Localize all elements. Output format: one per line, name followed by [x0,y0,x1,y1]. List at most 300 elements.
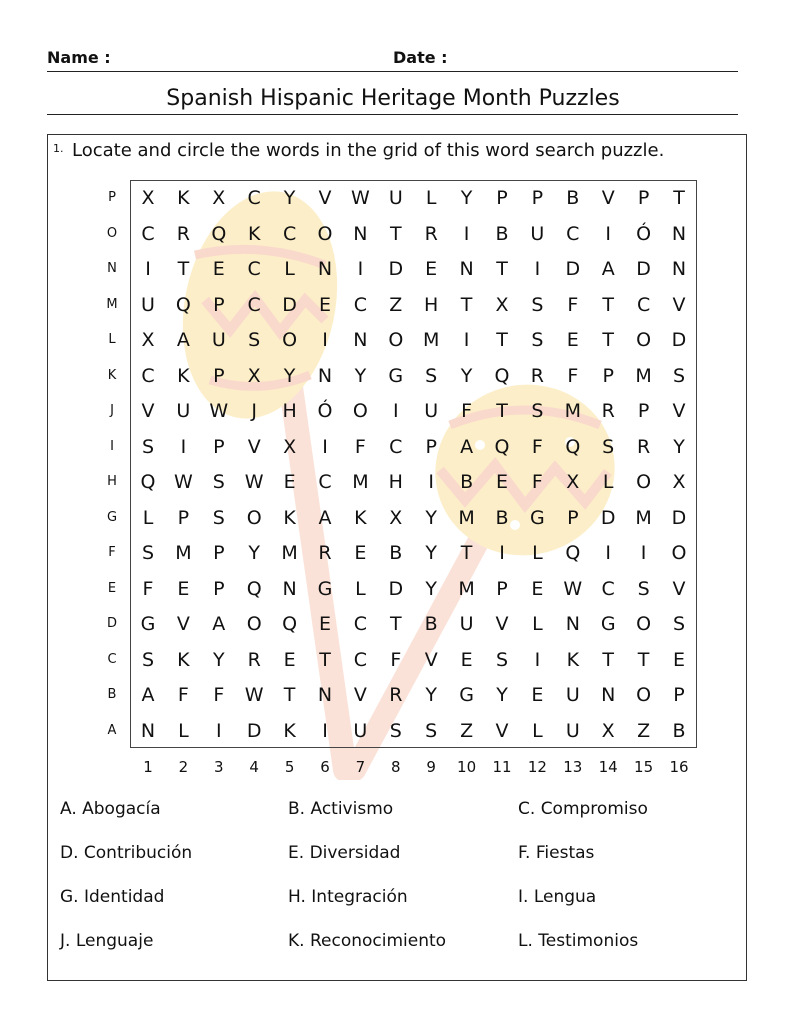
grid-cell[interactable]: D [636,258,651,280]
grid-cell[interactable]: Q [494,435,510,458]
grid-cell[interactable]: I [322,329,328,351]
grid-cell[interactable]: I [640,542,647,564]
grid-cell[interactable]: V [353,684,367,706]
grid-cell[interactable]: G [459,684,474,706]
grid-cell[interactable]: P [567,506,579,529]
grid-cell[interactable]: R [247,648,261,671]
grid-cell[interactable]: N [282,577,297,600]
grid-cell[interactable]: I [215,719,222,742]
word-text: Contribución [83,843,193,863]
word-letter: J. [60,931,71,951]
grid-cell[interactable]: T [319,648,331,671]
grid-cell[interactable]: F [531,471,543,493]
grid-cell[interactable]: S [389,719,402,742]
grid-cell[interactable]: W [563,577,583,600]
grid-cell[interactable]: T [389,613,402,635]
name-date-underline [47,71,738,72]
grid-cell[interactable]: U [388,187,403,209]
grid-cell[interactable]: O [388,329,404,351]
grid-cell[interactable]: C [566,222,580,245]
grid-cell[interactable]: R [318,542,332,564]
grid-cell[interactable]: A [601,258,615,280]
grid-cell[interactable]: Ó [636,222,652,245]
grid-cell[interactable]: W [244,684,264,706]
grid-cell[interactable]: D [565,258,581,280]
word-letter: L. [518,931,533,951]
grid-cell[interactable]: Y [425,506,437,529]
grid-cell[interactable]: B [460,471,474,493]
grid-cell[interactable]: V [672,293,686,316]
grid-cell[interactable]: U [176,400,191,422]
grid-cell[interactable]: P [673,684,685,706]
name-label: Name : [47,48,111,67]
grid-cell[interactable]: C [636,293,651,316]
grid-cell[interactable]: T [602,329,614,351]
grid-cell[interactable]: U [211,329,226,351]
grid-cell[interactable]: F [390,648,402,671]
grid-cell[interactable]: W [173,471,193,493]
grid-cell[interactable]: B [495,222,509,245]
word-list-item [288,843,400,863]
word-list-item [60,931,153,951]
grid-cell[interactable]: T [283,684,296,706]
grid-cell[interactable]: Q [140,471,156,493]
grid-cell[interactable]: F [567,293,579,316]
grid-cell[interactable]: O [246,613,262,635]
column-label: 15 [634,758,654,776]
grid-cell[interactable]: Y [460,187,473,209]
grid-cell[interactable]: O [246,506,262,529]
grid-cell[interactable]: A [141,684,155,706]
grid-cell[interactable]: I [605,222,611,245]
grid-cell[interactable]: A [318,506,332,529]
grid-cell[interactable]: V [495,719,509,742]
grid-cell[interactable]: U [565,684,580,706]
grid-cell[interactable]: O [636,613,652,635]
grid-cell[interactable]: I [534,648,541,671]
grid-cell[interactable]: E [460,648,473,671]
grid-cell[interactable]: W [244,471,264,493]
grid-cell[interactable]: Q [211,222,227,245]
grid-cell[interactable]: X [566,471,580,493]
grid-cell[interactable]: P [425,435,437,458]
grid-cell[interactable]: N [353,222,368,245]
grid-cell[interactable]: C [389,435,403,458]
grid-cell[interactable]: Y [425,542,437,564]
grid-cell[interactable]: S [141,542,155,564]
column-label: 14 [598,758,618,776]
grid-cell[interactable]: L [355,577,366,600]
word-list-item [60,799,161,819]
grid-cell[interactable]: F [177,684,189,706]
grid-cell[interactable]: R [389,684,403,706]
grid-cell[interactable]: N [353,329,368,351]
grid-cell[interactable]: L [178,719,189,742]
grid-cell[interactable]: K [177,364,190,387]
grid-cell[interactable]: L [532,719,543,742]
grid-cell[interactable]: I [463,222,470,245]
grid-cell[interactable]: Y [673,435,685,458]
grid-cell[interactable]: T [496,329,508,351]
grid-cell[interactable]: O [317,222,333,245]
grid-cell[interactable]: B [389,542,403,564]
grid-cell[interactable]: O [282,329,298,351]
grid-cell[interactable]: S [672,613,686,635]
grid-cell[interactable]: B [566,187,580,209]
row-label: I [110,438,114,454]
grid-cell[interactable]: N [459,258,474,280]
grid-cell[interactable]: T [460,293,473,316]
grid-cell[interactable]: T [602,293,614,316]
word-list-item [60,887,164,907]
grid-cell[interactable]: T [673,187,685,209]
grid-cell[interactable]: Q [565,435,581,458]
grid-cell[interactable]: E [318,613,331,635]
grid-cell[interactable]: R [636,435,651,458]
grid-cell[interactable]: E [283,471,296,493]
grid-cell[interactable]: K [177,648,190,671]
grid-cell[interactable]: C [282,222,297,245]
grid-cell[interactable]: Q [175,293,191,316]
grid-cell[interactable]: T [637,648,650,671]
grid-cell[interactable]: S [531,329,544,351]
word-list-item [288,887,408,907]
grid-cell[interactable]: H [282,400,297,422]
grid-cell[interactable]: S [425,364,438,387]
grid-cell[interactable]: C [141,222,155,245]
grid-cell[interactable]: S [141,435,155,458]
grid-cell[interactable]: V [318,187,332,209]
grid-cell[interactable]: O [636,329,652,351]
grid-cell[interactable]: F [354,435,366,458]
grid-cell[interactable]: V [672,577,686,600]
grid-cell[interactable]: Z [637,719,651,742]
grid-cell[interactable]: H [424,293,439,316]
grid-cell[interactable]: F [567,364,579,387]
grid-cell[interactable]: V [247,435,261,458]
grid-cell[interactable]: U [353,719,368,742]
grid-cell[interactable]: F [461,400,473,422]
grid-cell[interactable]: B [424,613,438,635]
grid-cell[interactable]: L [425,187,437,209]
grid-cell[interactable]: R [530,364,544,387]
grid-cell[interactable]: M [281,542,298,564]
grid-cell[interactable]: O [671,542,687,564]
grid-cell[interactable]: O [352,400,368,422]
grid-cell[interactable]: Y [283,364,296,387]
grid-cell[interactable]: P [213,364,225,387]
grid-cell[interactable]: C [247,258,261,280]
grid-cell[interactable]: Z [460,719,474,742]
grid-cell[interactable]: E [531,577,544,600]
grid-cell[interactable]: C [141,364,155,387]
grid-cell[interactable]: L [532,542,543,564]
grid-cell[interactable]: I [322,435,328,458]
grid-cell[interactable]: V [176,613,190,635]
grid-cell[interactable]: E [566,329,579,351]
grid-cell[interactable]: U [141,293,155,316]
grid-cell[interactable]: N [317,364,333,387]
grid-cell[interactable]: E [177,577,190,600]
grid-cell[interactable]: G [530,506,545,529]
row-label: K [107,367,117,383]
grid-cell[interactable]: L [602,471,614,493]
grid-cell[interactable]: Y [283,187,296,209]
grid-cell[interactable]: S [212,506,225,529]
grid-cell[interactable]: D [388,577,404,600]
grid-cell[interactable]: C [318,471,332,493]
grid-cell[interactable]: I [357,258,364,280]
row-label: B [107,687,117,702]
column-label: 10 [457,758,477,776]
word-text: Activismo [310,799,394,819]
grid-cell[interactable]: L [532,613,543,635]
grid-cell[interactable]: T [177,258,190,280]
grid-cell[interactable]: B [672,719,686,742]
grid-cell[interactable]: J [251,400,257,422]
grid-cell[interactable]: X [141,187,155,209]
grid-cell[interactable]: K [177,187,190,209]
grid-cell[interactable]: N [317,258,333,280]
grid-cell[interactable]: N [140,719,156,742]
grid-cell[interactable]: K [283,506,296,529]
grid-cell[interactable]: I [392,400,399,422]
grid-cell[interactable]: H [388,471,403,493]
grid-cell[interactable]: U [565,719,580,742]
grid-cell[interactable]: Q [565,542,581,564]
word-letter: D. [60,843,79,863]
row-label: O [106,225,118,241]
grid-cell[interactable]: U [459,613,474,635]
word-list-item [518,931,638,951]
grid-cell[interactable]: K [283,719,296,742]
grid-cell[interactable]: N [565,613,580,635]
grid-cell[interactable]: Y [425,577,437,600]
grid-cell[interactable]: T [460,542,473,564]
grid-cell[interactable]: M [458,577,475,600]
grid-cell[interactable]: M [635,506,652,529]
grid-cell[interactable]: Y [248,542,260,564]
grid-cell[interactable]: X [601,719,615,742]
grid-cell[interactable]: Q [282,613,298,635]
grid-cell[interactable]: V [424,648,438,671]
grid-cell[interactable]: T [389,222,402,245]
grid-cell[interactable]: E [212,258,225,280]
grid-cell[interactable]: X [672,471,686,493]
grid-cell[interactable]: C [353,648,368,671]
grid-cell[interactable]: U [424,400,439,422]
grid-cell[interactable]: C [247,187,261,209]
grid-cell[interactable]: P [637,400,650,422]
grid-cell[interactable]: P [177,506,190,529]
grid-cell[interactable]: E [354,542,367,564]
question-number: 1. [53,142,64,155]
grid-cell[interactable]: F [213,684,225,706]
grid-cell[interactable]: N [317,684,333,706]
grid-cell[interactable]: I [463,329,470,351]
grid-cell[interactable]: D [388,258,404,280]
grid-cell[interactable]: U [530,222,545,245]
grid-cell[interactable]: A [176,329,190,351]
word-letter: C. [518,799,536,819]
grid-cell[interactable]: P [213,542,225,564]
grid-cell[interactable]: K [354,506,367,529]
grid-cell[interactable]: D [282,293,297,316]
grid-cell[interactable]: M [175,542,192,564]
grid-cell[interactable]: N [671,258,687,280]
column-label: 6 [320,758,330,776]
grid-cell[interactable]: R [424,222,438,245]
grid-cell[interactable]: A [460,435,474,458]
grid-cell[interactable]: C [601,577,615,600]
grid-cell[interactable]: T [496,400,508,422]
grid-cell[interactable]: S [425,719,438,742]
grid-cell[interactable]: B [495,506,509,529]
grid-cell[interactable]: S [531,293,544,316]
grid-cell[interactable]: I [322,719,328,742]
grid-cell[interactable]: P [496,187,508,209]
grid-cell[interactable]: P [602,364,614,387]
grid-cell[interactable]: S [637,577,650,600]
grid-cell[interactable]: P [637,187,650,209]
grid-cell[interactable]: P [531,187,544,209]
word-text: Identidad [83,887,165,907]
grid-cell[interactable]: W [350,187,370,209]
grid-cell[interactable]: S [495,648,509,671]
grid-cell[interactable]: M [352,471,369,493]
grid-cell[interactable]: F [531,435,543,458]
grid-cell[interactable]: S [602,435,615,458]
grid-cell[interactable]: R [176,222,190,245]
grid-cell[interactable]: V [495,613,509,635]
grid-cell[interactable]: D [671,329,687,351]
grid-cell[interactable]: X [283,435,297,458]
grid-cell[interactable]: E [425,258,438,280]
word-letter: I. [518,887,529,907]
grid-cell[interactable]: D [246,719,262,742]
grid-cell[interactable]: G [140,613,156,635]
grid-cell[interactable]: Q [246,577,262,600]
grid-cell[interactable]: S [212,471,225,493]
grid-cell[interactable]: T [496,258,508,280]
grid-cell[interactable]: N [601,684,616,706]
grid-cell[interactable]: E [283,648,296,671]
word-list-item [288,799,393,819]
grid-cell[interactable]: K [247,222,261,245]
grid-cell[interactable]: Q [494,364,510,387]
column-label: 13 [563,758,583,776]
grid-cell[interactable]: D [671,506,687,529]
grid-cell[interactable]: X [389,506,403,529]
column-label: 7 [355,758,366,776]
grid-cell[interactable]: M [564,400,581,422]
grid-cell[interactable]: X [212,187,226,209]
grid-cell[interactable]: X [495,293,509,316]
word-text: Integración [311,887,408,907]
date-label: Date : [393,48,448,67]
grid-cell[interactable]: T [602,648,614,671]
grid-cell[interactable]: P [213,435,225,458]
grid-cell[interactable]: V [601,187,615,209]
grid-cell[interactable]: Y [212,648,225,671]
row-label: L [108,332,116,347]
grid-cell[interactable]: L [142,506,154,529]
grid-cell[interactable]: Ó [317,400,333,422]
grid-cell[interactable]: C [247,293,261,316]
grid-cell[interactable]: I [180,435,187,458]
grid-cell[interactable]: S [672,364,686,387]
grid-cell[interactable]: N [671,222,687,245]
row-label: E [107,580,117,596]
grid-cell[interactable]: S [141,648,155,671]
grid-cell[interactable]: G [600,613,616,635]
word-text: Fiestas [535,843,595,863]
row-label: H [107,474,117,489]
word-text: Abogacía [82,799,161,819]
word-letter: E. [288,843,305,863]
grid-cell[interactable]: X [247,364,261,387]
grid-cell[interactable]: G [317,577,333,600]
header-row [47,48,738,70]
grid-cell[interactable]: E [672,648,685,671]
grid-cell[interactable]: M [458,506,475,529]
grid-cell[interactable]: D [600,506,616,529]
grid-cell[interactable]: Z [389,293,403,316]
grid-cell[interactable]: V [141,400,155,422]
grid-cell[interactable]: I [605,542,611,564]
grid-cell[interactable]: E [318,293,331,316]
grid-cell[interactable]: P [213,293,225,316]
grid-cell[interactable]: E [495,471,508,493]
grid-cell[interactable]: Y [354,364,367,387]
grid-cell[interactable]: E [531,684,544,706]
grid-cell[interactable]: G [388,364,404,387]
instruction-text: Locate and circle the words in the grid of this word search puzzle. [72,140,665,161]
grid-cell[interactable]: C [353,293,368,316]
grid-cell[interactable]: V [672,400,686,422]
grid-cell[interactable]: I [428,471,434,493]
grid-cell[interactable]: Y [425,684,437,706]
grid-cell[interactable]: M [422,329,440,351]
grid-cell[interactable]: K [566,648,580,671]
grid-cell[interactable]: P [496,577,508,600]
grid-cell[interactable]: O [636,471,652,493]
grid-cell[interactable]: M [635,364,652,387]
column-label: 8 [391,758,401,776]
grid-cell[interactable]: I [534,258,541,280]
grid-cell[interactable]: I [499,542,505,564]
page-title: Spanish Hispanic Heritage Month Puzzles [166,86,620,111]
grid-cell[interactable]: O [636,684,652,706]
grid-cell[interactable]: Y [460,364,473,387]
word-list-item [60,843,192,863]
column-label: 1 [143,758,153,776]
grid-cell[interactable]: Y [496,684,508,706]
grid-cell[interactable]: L [284,258,295,280]
grid-cell[interactable]: F [142,577,154,600]
grid-cell[interactable]: X [141,329,155,351]
grid-cell[interactable]: I [145,258,151,280]
grid-cell[interactable]: P [213,577,225,600]
grid-cell[interactable]: W [209,400,229,422]
grid-cell[interactable]: A [212,613,226,635]
grid-cell[interactable]: S [248,329,261,351]
grid-cell[interactable]: C [353,613,368,635]
row-label: A [107,722,117,738]
grid-cell[interactable]: S [531,400,544,422]
title-underline [47,114,738,115]
grid-cell[interactable]: R [601,400,615,422]
